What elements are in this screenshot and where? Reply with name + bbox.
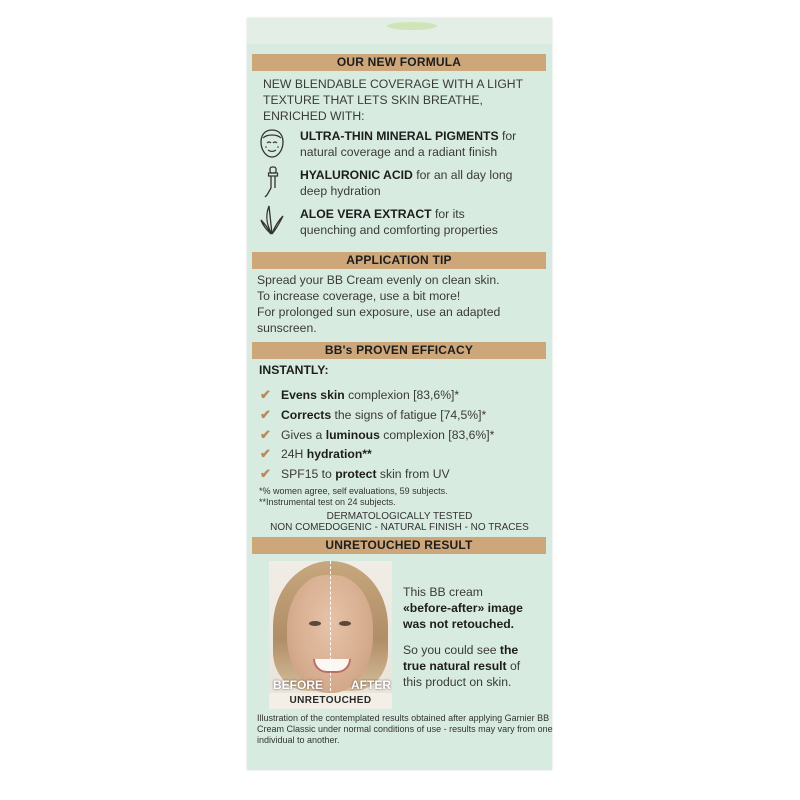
efficacy-item-text: the signs of fatigue [74,5%]*	[331, 408, 487, 422]
efficacy-item	[281, 427, 494, 443]
efficacy-item-text: SPF15 to	[281, 467, 336, 481]
result-text-bold: «before-after» image	[403, 601, 523, 615]
efficacy-item-bold: luminous	[325, 428, 380, 442]
result-text: this product on skin.	[403, 675, 512, 689]
result-text-bold: was not retouched.	[403, 617, 515, 631]
efficacy-item	[281, 387, 459, 403]
tested-label: NON COMEDOGENIC - NATURAL FINISH - NO TRACES	[270, 522, 529, 533]
tip-line: sunscreen.	[257, 321, 317, 335]
result-heading: UNRETOUCHED RESULT	[252, 537, 546, 554]
tip-line: For prolonged sun exposure, use an adapted	[257, 305, 501, 319]
footnote: *% women agree, self evaluations, 59 subjects.	[259, 486, 448, 496]
efficacy-item-text: 24H	[281, 447, 307, 461]
box-top-flap	[247, 18, 552, 44]
ingredient-name: HYALURONIC ACID	[300, 168, 413, 182]
ingredient-desc: for	[498, 129, 517, 143]
efficacy-subheading: INSTANTLY:	[259, 363, 329, 377]
efficacy-item-text: Gives a	[281, 428, 326, 442]
check-icon: ✔	[260, 427, 271, 442]
ingredient-line	[300, 206, 465, 222]
efficacy-item	[281, 407, 486, 423]
ingredient-desc: for an all day long	[412, 168, 513, 182]
before-after-photo	[269, 561, 392, 709]
efficacy-item-bold: protect	[335, 467, 377, 481]
efficacy-heading: BB's PROVEN EFFICACY	[252, 342, 546, 359]
result-text	[403, 642, 518, 658]
before-label: BEFORE	[273, 678, 324, 692]
disclaimer-line: Cream Classic under normal conditions of use - results may vary from one	[257, 724, 553, 734]
ingredient-desc: natural coverage and a radiant finish	[300, 145, 498, 159]
tested-label: DERMATOLOGICALLY TESTED	[326, 511, 473, 522]
result-text-bold: the	[499, 643, 519, 657]
dropper-icon	[261, 166, 283, 198]
tip-line: Spread your BB Cream evenly on clean skin.	[257, 273, 500, 287]
product-box-back	[247, 18, 552, 770]
efficacy-item-text: complexion [83,6%]*	[379, 428, 495, 442]
result-text-part: So you could see	[403, 643, 500, 657]
before-after-divider	[330, 561, 331, 691]
eye-shape	[309, 621, 321, 626]
footnote: **Instrumental test on 24 subjects.	[259, 497, 396, 507]
formula-intro-line: TEXTURE THAT LETS SKIN BREATHE,	[263, 93, 483, 107]
tip-line: To increase coverage, use a bit more!	[257, 289, 461, 303]
ingredient-name: ALOE VERA EXTRACT	[300, 207, 432, 221]
result-text: This BB cream	[403, 585, 483, 599]
efficacy-item-bold: hydration**	[306, 447, 372, 461]
after-label: AFTER	[351, 678, 391, 692]
ingredient-line	[300, 167, 512, 183]
formula-heading: OUR NEW FORMULA	[252, 54, 546, 71]
efficacy-item	[281, 446, 372, 462]
efficacy-item	[281, 466, 450, 482]
result-text-part: of	[506, 659, 521, 673]
face-icon	[257, 128, 287, 160]
cap-shadow	[387, 22, 437, 30]
efficacy-item-text: skin from UV	[376, 467, 450, 481]
ingredient-desc: for its	[431, 207, 465, 221]
check-icon: ✔	[260, 446, 271, 461]
tip-heading: APPLICATION TIP	[252, 252, 546, 269]
ingredient-name: ULTRA-THIN MINERAL PIGMENTS	[300, 129, 499, 143]
ingredient-desc: quenching and comforting properties	[300, 223, 498, 237]
formula-intro-line: NEW BLENDABLE COVERAGE WITH A LIGHT	[263, 77, 524, 91]
efficacy-item-bold: Evens skin	[281, 388, 345, 402]
efficacy-item-text: complexion [83,6%]*	[344, 388, 460, 402]
formula-intro-line: ENRICHED WITH:	[263, 109, 365, 123]
disclaimer-line: individual to another.	[257, 735, 340, 745]
disclaimer-line: Illustration of the contemplated results obtained after applying Garnier BB	[257, 713, 550, 723]
result-text	[403, 658, 520, 674]
check-icon: ✔	[260, 407, 271, 422]
eye-shape	[339, 621, 351, 626]
photo-caption: UNRETOUCHED	[269, 693, 392, 709]
result-text-bold: true natural result	[403, 659, 507, 673]
efficacy-item-bold: Corrects	[281, 408, 332, 422]
ingredient-desc: deep hydration	[300, 184, 381, 198]
aloe-leaf-icon	[259, 204, 285, 236]
check-icon: ✔	[260, 466, 271, 481]
ingredient-line	[300, 128, 516, 144]
check-icon: ✔	[260, 387, 271, 402]
